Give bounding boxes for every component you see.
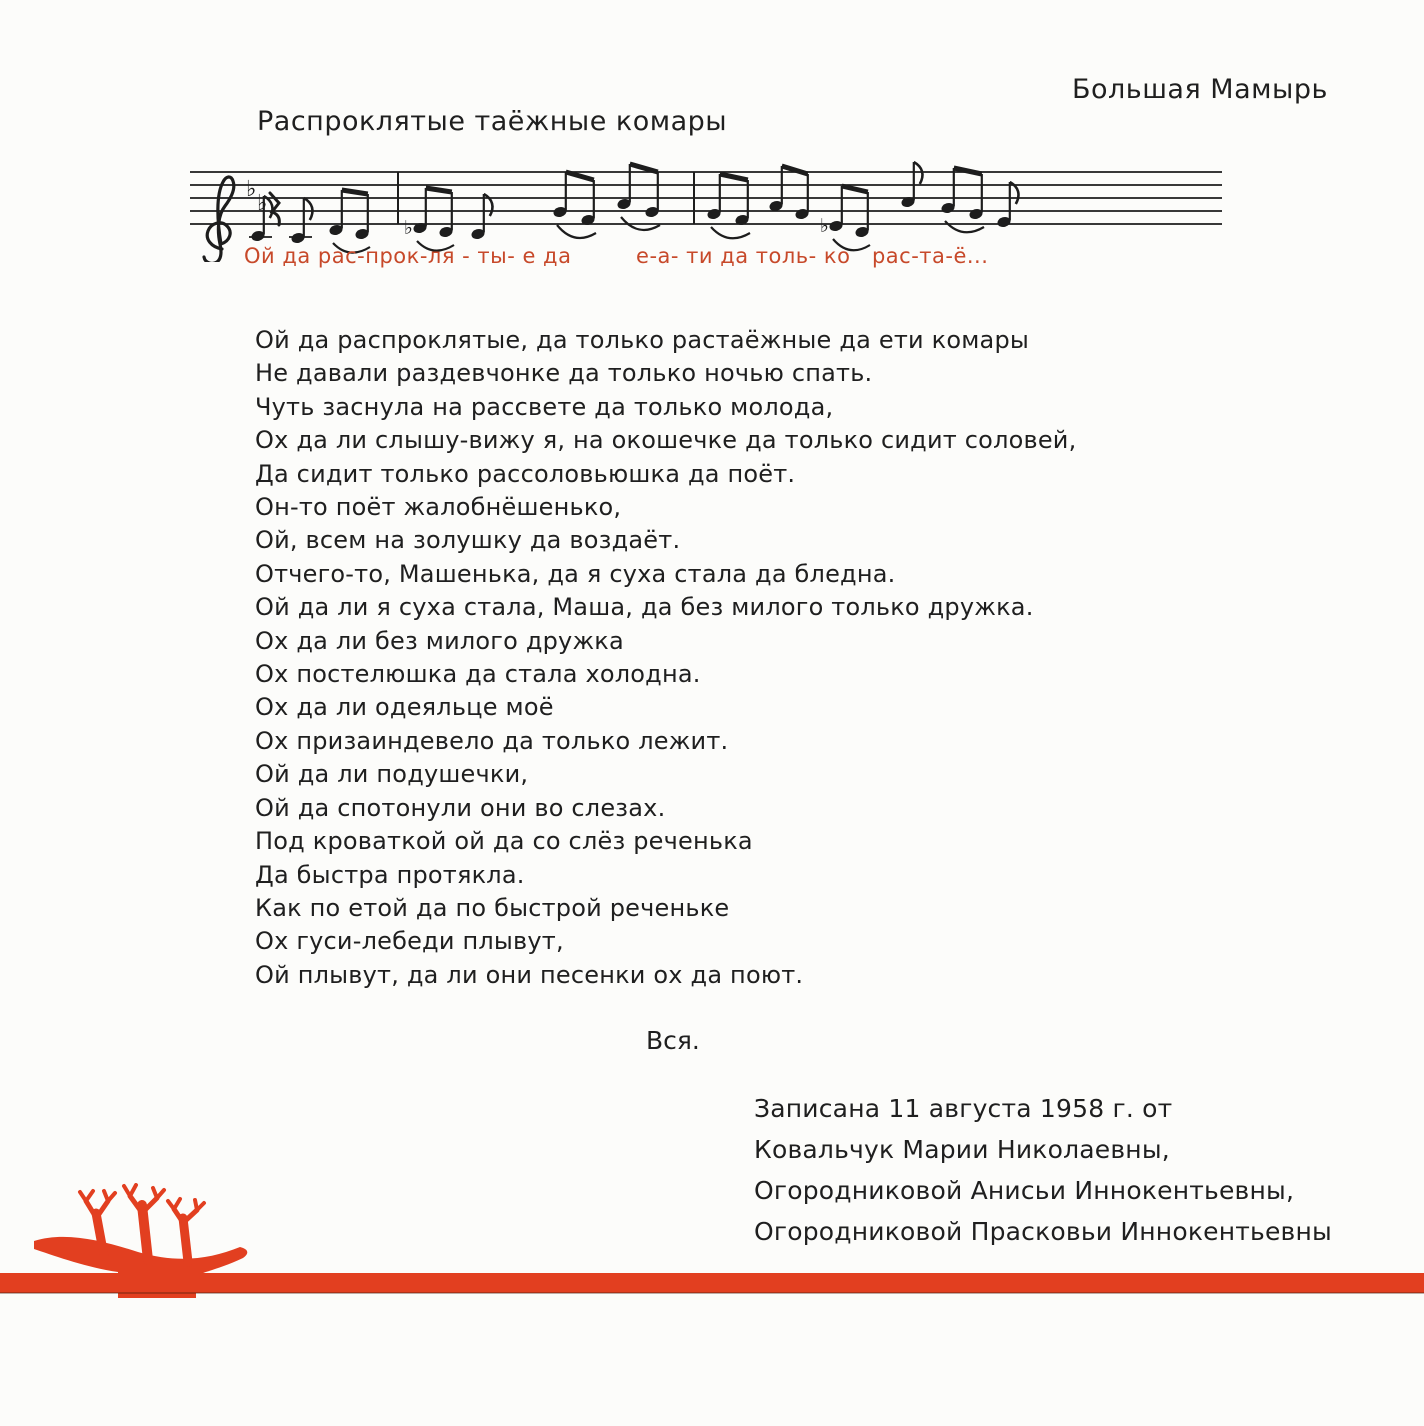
lyrics-line: Ой да спотонули они во слезах.	[255, 793, 666, 822]
boat-figures	[80, 1185, 204, 1262]
svg-text:♭: ♭	[820, 215, 829, 237]
lyrics-line: Отчего-то, Машенька, да я суха стала да бледна.	[255, 559, 896, 588]
attribution-line: Огородниковой Прасковьи Иннокентьевны	[754, 1217, 1332, 1246]
lyrics-line: Ой да распроклятые, да только растаёжные да ети комары	[255, 326, 1030, 354]
lyrics-line: Как по етой да по быстрой реченьке	[255, 893, 730, 922]
attribution-line: Огородниковой Анисьи Иннокентьевны,	[754, 1176, 1295, 1205]
song-title: Распроклятые таёжные комары	[257, 106, 728, 137]
ending-note: Вся.	[646, 1026, 700, 1055]
attribution-block	[754, 1088, 1332, 1252]
lyrics-line: Да быстра протякла.	[255, 860, 525, 889]
lyrics-block	[255, 324, 1076, 992]
lyrics-line: Ой плывут, да ли они песенки ох да поют.	[255, 960, 804, 989]
attribution-line: Ковальчук Марии Николаевны,	[754, 1135, 1170, 1164]
lyrics-line: Ох гуси-лебеди плывут,	[255, 927, 564, 956]
lyrics-line: Ой да ли подушечки,	[255, 760, 529, 789]
red-stripe	[0, 1273, 1424, 1293]
lyrics-line: Чуть заснула на рассвете да только молода,	[255, 392, 834, 421]
score-lyrics: Ой да рас-прок-ля - ты- е да е-а- ти да толь- ко рас-та-ё...	[244, 244, 989, 268]
lyrics-line: Ох да ли без милого дружка	[255, 626, 624, 655]
lyrics-line: Он-то поёт жалобнёшенько,	[255, 493, 622, 522]
lyrics-line: Ох постелюшка да стала холодна.	[255, 660, 701, 689]
svg-text:♭: ♭	[246, 177, 257, 202]
svg-text:♭: ♭	[257, 191, 268, 216]
lyrics-line: Не давали раздевчонке да только ночью спать.	[255, 359, 873, 388]
lyrics-line: Ох призаиндевело да только лежит.	[255, 726, 729, 755]
lyrics-line: Под кроваткой ой да со слёз реченька	[255, 827, 753, 856]
svg-text:♭: ♭	[404, 217, 413, 239]
lyrics-line: Да сидит только рассоловьюшка да поёт.	[255, 459, 796, 488]
lyrics-line: Ой да ли я суха стала, Маша, да без милого только дружка.	[255, 593, 1034, 622]
lyrics-line: Ох да ли одеяльце моё	[255, 693, 554, 722]
red-stripe-shadow	[0, 1292, 1424, 1294]
treble-clef-icon	[204, 177, 234, 262]
lyrics-line: Ох да ли слышу-вижу я, на окошечке да только сидит соловей,	[255, 426, 1077, 455]
location-heading: Большая Мамырь	[1072, 74, 1328, 105]
lyrics-line: Ой, всем на золушку да воздаёт.	[255, 526, 681, 555]
attribution-line: Записана 11 августа 1958 г. от	[754, 1094, 1173, 1123]
